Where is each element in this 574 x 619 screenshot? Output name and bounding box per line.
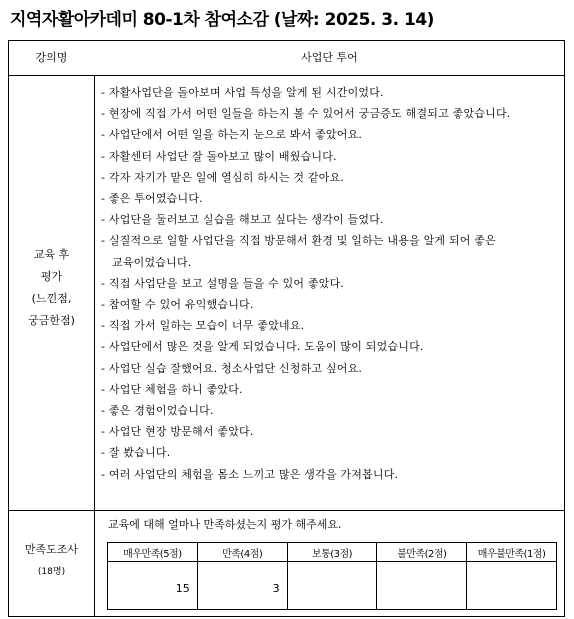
rating-value-very-satisfied: 15 xyxy=(108,562,198,610)
rating-header-row xyxy=(108,543,557,562)
feedback-comment: - 사업단 실습 잘했어요. 청소사업단 신청하고 싶어요. xyxy=(101,361,363,375)
feedback-comment: - 사업단 현장 방문해서 좋았다. xyxy=(101,425,254,439)
rating-header-very-satisfied: 매우만족(5점) xyxy=(108,543,198,562)
feedback-comment: - 참여할 수 있어 유익했습니다. xyxy=(101,298,254,312)
feedback-comment: - 실질적으로 일할 사업단을 직접 방문해서 환경 및 일하는 내용을 알게 되어 좋은 교육이었습니다. xyxy=(101,234,496,269)
rating-value-very-dissatisfied xyxy=(467,562,557,610)
rating-header-neutral: 보통(3점) xyxy=(287,543,377,562)
feedback-label-line: 평가 xyxy=(40,270,63,283)
rating-value-dissatisfied xyxy=(377,562,467,610)
lecture-name-label: 강의명 xyxy=(35,51,68,64)
feedback-comment: - 여러 사업단의 체험을 몸소 느끼고 많은 생각을 가져봅니다. xyxy=(101,467,399,481)
feedback-label-line: 궁금한점) xyxy=(28,314,75,327)
satisfaction-title: 만족도조사 xyxy=(24,543,79,556)
feedback-comment: - 사업단에서 어떤 일을 하는지 눈으로 봐서 좋았어요. xyxy=(101,128,363,142)
feedback-comment: - 좋은 경험이었습니다. xyxy=(101,404,214,418)
feedback-label-line: (느낀점, xyxy=(31,292,72,305)
lecture-name-value: 사업단 투어 xyxy=(301,51,358,64)
feedback-comment: - 현장에 직접 가서 어떤 일들을 하는지 볼 수 있어서 궁금증도 해결되고 좋았습니다. xyxy=(101,107,511,121)
evaluation-table xyxy=(8,40,565,617)
page-title: 지역자활아카데미 80-1차 참여소감 (날짜: 2025. 3. 14) xyxy=(10,10,434,30)
feedback-comment: - 자활센터 사업단 잘 돌아보고 많이 배웠습니다. xyxy=(101,149,337,163)
feedback-comment: - 직접 가서 일하는 모습이 너무 좋았네요. xyxy=(101,319,305,333)
feedback-comment: - 사업단 체험을 하니 좋았다. xyxy=(101,382,243,396)
respondent-count: (18명) xyxy=(37,567,66,577)
rating-value-row xyxy=(108,562,557,610)
satisfaction-row xyxy=(9,511,564,616)
satisfaction-question: 교육에 대해 얼마나 만족하셨는지 평가 해주세요. xyxy=(108,518,342,531)
feedback-row xyxy=(9,76,564,511)
rating-table xyxy=(107,542,557,610)
feedback-comment: - 사업단을 둘러보고 실습을 해보고 싶다는 생각이 들었다. xyxy=(101,213,384,227)
feedback-comment: - 사업단에서 많은 것을 알게 되었습니다. 도움이 많이 되었습니다. xyxy=(101,340,424,354)
feedback-comment-list xyxy=(101,82,558,485)
rating-header-very-dissatisfied: 매우불만족(1점) xyxy=(467,543,557,562)
feedback-label-line: 교육 후 xyxy=(33,248,70,261)
table-header-row xyxy=(9,41,564,76)
rating-header-satisfied: 만족(4점) xyxy=(197,543,287,562)
satisfaction-label xyxy=(9,539,94,583)
rating-value-satisfied: 3 xyxy=(197,562,287,610)
feedback-comment: - 자활사업단을 돌아보며 사업 특성을 알게 된 시간이었다. xyxy=(101,86,384,99)
feedback-comment: - 각자 자기가 맡은 일에 열심히 하시는 것 같아요. xyxy=(101,170,345,184)
feedback-comment: - 잘 봤습니다. xyxy=(101,446,171,460)
rating-value-neutral xyxy=(287,562,377,610)
rating-header-dissatisfied: 불만족(2점) xyxy=(377,543,467,562)
feedback-comment: - 직접 사업단을 보고 설명을 들을 수 있어 좋았다. xyxy=(101,276,345,290)
feedback-comment: - 좋은 투어였습니다. xyxy=(101,192,203,206)
feedback-label xyxy=(9,244,94,332)
